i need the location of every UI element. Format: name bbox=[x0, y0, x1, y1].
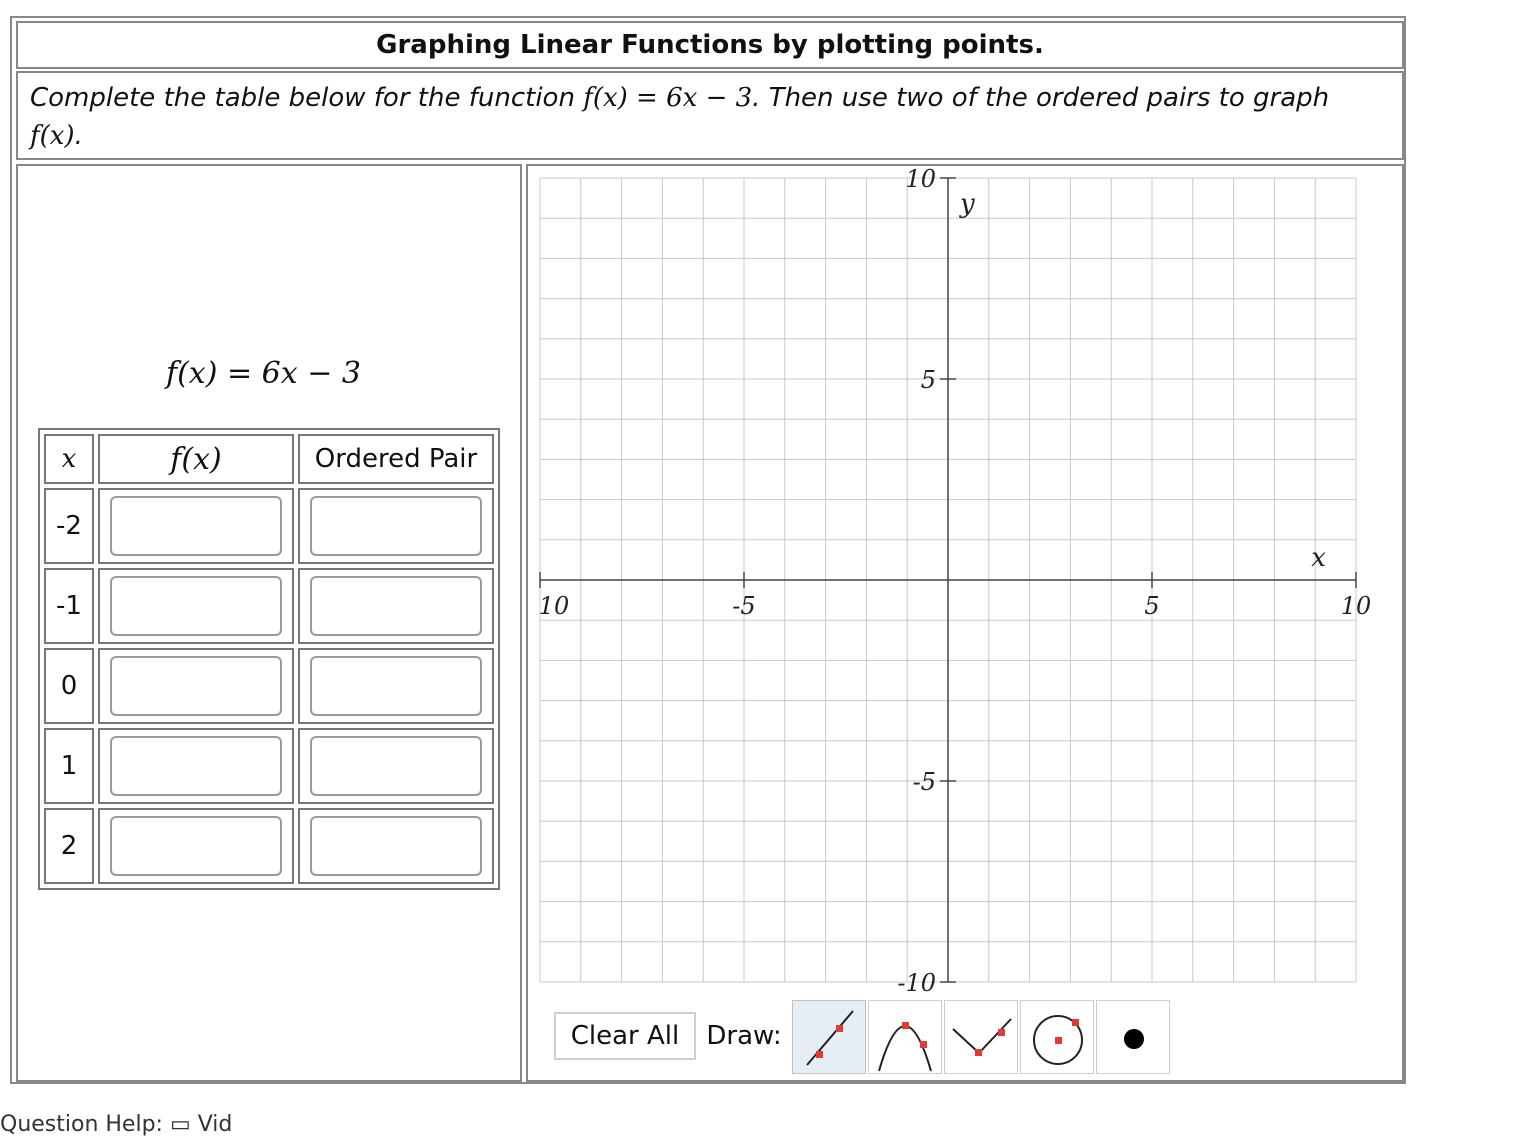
instructions-part2: . Then use two of the ordered pairs to graph bbox=[752, 83, 1330, 113]
tick-labels bbox=[539, 165, 1372, 997]
table-row-x-cell: 0 bbox=[44, 648, 94, 724]
function-label-fx: f(x) bbox=[166, 356, 218, 391]
line-icon bbox=[793, 1001, 867, 1075]
clear-all-button[interactable]: Clear All bbox=[554, 1012, 696, 1060]
parabola-icon bbox=[869, 1001, 943, 1075]
table-header-x: x bbox=[44, 434, 94, 484]
x-tick-label: 10 bbox=[1340, 592, 1372, 620]
table-header-fx: f(x) bbox=[98, 434, 294, 484]
page-title: Graphing Linear Functions by plotting points. bbox=[376, 30, 1044, 60]
circle-icon bbox=[1021, 1001, 1095, 1075]
function-label-eq: = bbox=[217, 356, 262, 391]
point-tool-button[interactable] bbox=[1096, 1000, 1170, 1074]
draw-label: Draw: bbox=[706, 1021, 782, 1051]
table-row-x-cell: -2 bbox=[44, 488, 94, 564]
y-axis-label: y bbox=[960, 189, 975, 220]
line-tool-button[interactable] bbox=[792, 1000, 866, 1074]
table-row-x-cell: 2 bbox=[44, 808, 94, 884]
x-axis-label: x bbox=[1311, 543, 1326, 573]
table-row-x-cell: -1 bbox=[44, 568, 94, 644]
instructions-end: . bbox=[74, 121, 83, 151]
absolute-value-tool-button[interactable] bbox=[944, 1000, 1018, 1074]
x-tick-label: 5 bbox=[1144, 592, 1160, 620]
y-tick-label: -5 bbox=[912, 768, 936, 796]
parabola-tool-button[interactable] bbox=[868, 1000, 942, 1074]
x-tick-label: 10 bbox=[538, 592, 570, 620]
y-tick-label: -10 bbox=[897, 969, 936, 997]
instructions-fx2: f(x) bbox=[30, 121, 75, 151]
instructions-part1: Complete the table below for the function bbox=[30, 83, 584, 113]
point-icon bbox=[1097, 1001, 1171, 1075]
y-tick-label: 5 bbox=[920, 366, 936, 394]
table-header-ordered-pair: Ordered Pair bbox=[298, 434, 494, 484]
y-tick-label: 10 bbox=[905, 165, 936, 193]
function-label-rhs: 6x − 3 bbox=[261, 356, 361, 391]
absolute-value-icon bbox=[945, 1001, 1019, 1075]
instructions-fx: f(x) bbox=[583, 83, 628, 113]
x-tick-label: -5 bbox=[732, 592, 756, 620]
instructions-eq: = bbox=[627, 83, 667, 113]
instructions-rhs: 6x − 3 bbox=[666, 83, 753, 113]
question-help-cut-text: Question Help: ▭ Vid bbox=[0, 1112, 233, 1137]
table-row-x-cell: 1 bbox=[44, 728, 94, 804]
circle-tool-button[interactable] bbox=[1020, 1000, 1094, 1074]
